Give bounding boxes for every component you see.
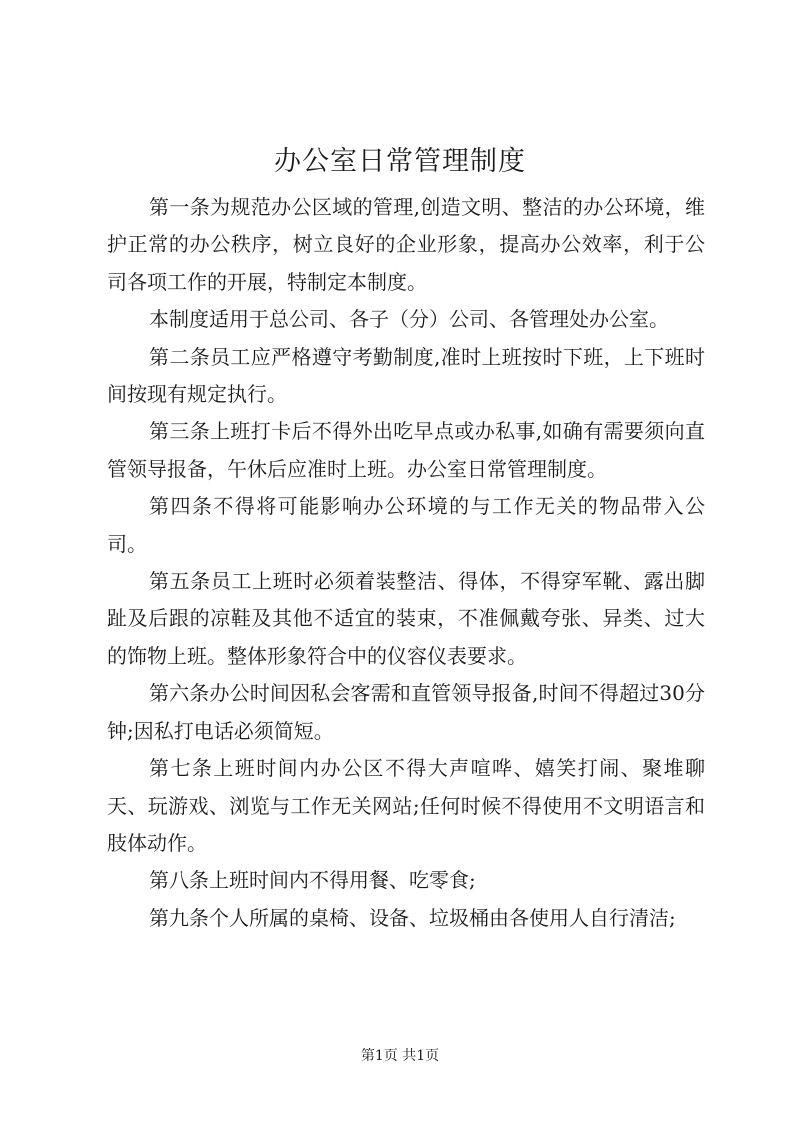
document-title: 办公室日常管理制度	[274, 146, 526, 177]
page-footer: 第1页 共1页	[360, 1048, 440, 1064]
paragraph-article-5: 第五条员工上班时必须着装整洁、得体，不得穿军靴、露出脚趾及后跟的凉鞋及其他不适宜的装束，不准佩戴夸张、异类、过大的饰物上班。整体形象符合中的仪容仪表要求。	[107, 569, 705, 668]
paragraph-article-8: 第八条上班时间内不得用餐、吃零食;	[149, 868, 476, 893]
paragraph-article-7: 第七条上班时间内办公区不得大声喧哗、嬉笑打闹、聚堆聊天、玩游戏、浏览与工作无关网站;任何时候不得使用不文明语言和肢体动作。	[107, 756, 705, 855]
paragraph-article-4: 第四条不得将可能影响办公环境的与工作无关的物品带入公司。	[107, 494, 705, 556]
document-body	[107, 189, 705, 937]
paragraph-article-3: 第三条上班打卡后不得外出吃早点或办私事,如确有需要须向直管领导报备，午休后应准时上班。办公室日常管理制度。	[107, 419, 705, 481]
paragraph-article-6: 第六条办公时间因私会客需和直管领导报备,时间不得超过30分钟;因私打电话必须简短。	[107, 681, 705, 743]
paragraph-article-1: 第一条为规范办公区域的管理,创造文明、整洁的办公环境，维护正常的办公秩序，树立良好的企业形象，提高办公效率，利于公司各项工作的开展，特制定本制度。	[107, 195, 705, 294]
paragraph-article-9: 第九条个人所属的桌椅、设备、垃圾桶由各使用人自行清洁;	[149, 905, 676, 930]
paragraph-article-2: 第二条员工应严格遵守考勤制度,准时上班按时下班，上下班时间按现有规定执行。	[107, 344, 705, 407]
paragraph-scope: 本制度适用于总公司、各子（分）公司、各管理处办公室。	[149, 307, 669, 332]
